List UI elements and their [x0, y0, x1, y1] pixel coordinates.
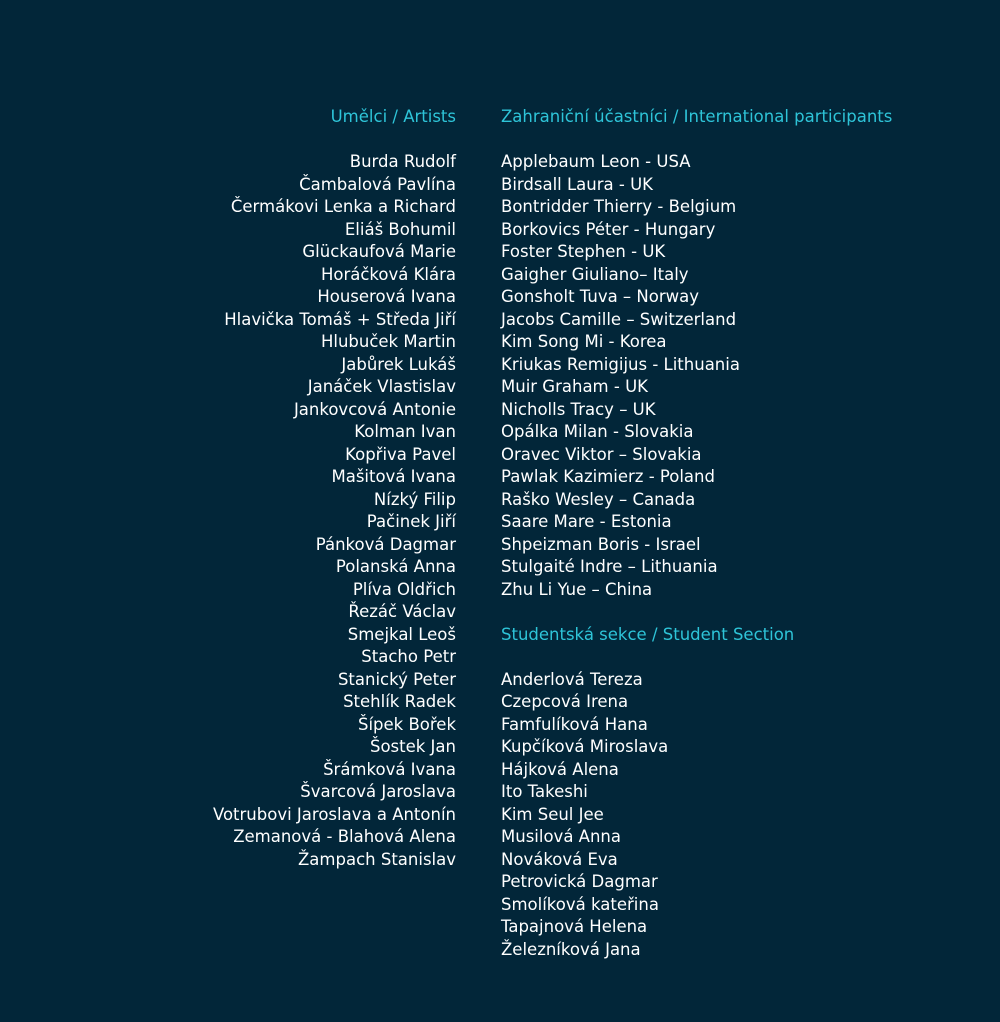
international-participant: Jacobs Camille – Switzerland — [501, 309, 737, 329]
international-participant: Shpeizman Boris - Israel — [501, 534, 701, 554]
artist-name: Horáčková Klára — [320, 264, 456, 284]
artist-name: Čambalová Pavlína — [299, 174, 456, 194]
international-participant: Gonsholt Tuva – Norway — [501, 287, 700, 306]
student-name: Ito Takeshi — [501, 782, 588, 801]
spacer — [501, 646, 892, 669]
artist-name: Žampach Stanislav — [298, 849, 456, 869]
student-name: Petrovická Dagmar — [501, 872, 658, 891]
artist-name: Hlavička Tomáš + Středa Jiří — [224, 309, 456, 329]
artist-name: Hlubuček Martin — [320, 332, 456, 351]
student-name: Musilová Anna — [501, 827, 621, 846]
artist-name: Řezáč Václav — [348, 602, 456, 621]
student-name: Tapajnová Helena — [501, 917, 648, 936]
artist-name: Šípek Bořek — [357, 714, 456, 734]
artist-name: Burda Rudolf — [349, 152, 456, 171]
spacer — [501, 129, 892, 152]
artist-name: Stacho Petr — [361, 647, 456, 666]
artist-name: Pačinek Jiří — [366, 512, 456, 531]
artists-list — [213, 151, 456, 871]
international-participant: Zhu Li Yue – China — [501, 579, 653, 599]
international-participant: Stulgaité Indre – Lithuania — [501, 557, 718, 576]
artist-name: Glückaufová Marie — [302, 242, 456, 261]
student-name: Smolíková kateřina — [501, 894, 659, 914]
international-participant: Pawlak Kazimierz - Poland — [501, 467, 715, 486]
student-name: Železníková Jana — [501, 939, 641, 959]
students-list — [501, 669, 892, 962]
artist-name: Pánková Dagmar — [315, 534, 456, 554]
international-participant: Nicholls Tracy – UK — [501, 399, 656, 419]
student-name: Hájková Alena — [501, 759, 619, 779]
international-heading: Zahraniční účastníci / International participants — [501, 107, 893, 126]
international-participant: Muir Graham - UK — [501, 377, 648, 396]
artist-name: Švarcová Jaroslava — [300, 782, 456, 801]
participants-column — [501, 106, 892, 961]
artist-name: Jankovcová Antonie — [293, 399, 456, 419]
international-participant: Applebaum Leon - USA — [501, 152, 691, 171]
international-participant: Kriukas Remigijus - Lithuania — [501, 354, 740, 374]
international-participant: Borkovics Péter - Hungary — [501, 219, 716, 239]
international-participant: Raško Wesley – Canada — [501, 489, 696, 509]
international-participant: Gaigher Giuliano– Italy — [501, 264, 689, 284]
artist-name: Smejkal Leoš — [347, 624, 456, 644]
artists-heading: Umělci / Artists — [330, 107, 456, 126]
artists-column — [213, 106, 456, 871]
student-name: Kim Seul Jee — [501, 804, 604, 824]
student-name: Anderlová Tereza — [501, 669, 643, 689]
artist-name: Eliáš Bohumil — [344, 219, 456, 239]
international-list — [501, 151, 892, 601]
international-participant: Opálka Milan - Slovakia — [501, 422, 694, 441]
international-participant: Oravec Viktor – Slovakia — [501, 444, 702, 464]
artist-name: Stehlík Radek — [343, 692, 456, 711]
artist-name: Stanický Peter — [337, 669, 456, 689]
spacer — [213, 129, 456, 152]
international-participant: Foster Stephen - UK — [501, 242, 666, 261]
international-participant: Bontridder Thierry - Belgium — [501, 197, 737, 216]
artist-name: Polanská Anna — [335, 557, 456, 576]
international-participant: Saare Mare - Estonia — [501, 512, 672, 531]
student-name: Nováková Eva — [501, 849, 618, 869]
student-name: Czepcová Irena — [501, 692, 629, 711]
international-participant: Birdsall Laura - UK — [501, 174, 653, 194]
artist-name: Kolman Ivan — [354, 422, 456, 441]
artist-name: Čermákovi Lenka a Richard — [230, 197, 456, 216]
artist-name: Zemanová - Blahová Alena — [233, 827, 456, 846]
artist-name: Janáček Vlastislav — [307, 377, 456, 396]
students-heading: Studentská sekce / Student Section — [501, 624, 795, 644]
artist-name: Nízký Filip — [373, 489, 456, 509]
artist-name: Plíva Oldřich — [352, 579, 456, 599]
student-name: Kupčíková Miroslava — [501, 737, 669, 756]
international-participant: Kim Song Mi - Korea — [501, 332, 667, 351]
artist-name: Mašitová Ivana — [331, 467, 456, 486]
spacer — [501, 601, 892, 624]
artist-name: Votrubovi Jaroslava a Antonín — [212, 804, 456, 824]
student-name: Famfulíková Hana — [501, 714, 648, 734]
artist-name: Jabůrek Lukáš — [341, 354, 456, 374]
artist-name: Šrámková Ivana — [323, 759, 456, 779]
artist-name: Houserová Ivana — [317, 287, 456, 306]
artist-name: Šostek Jan — [369, 737, 456, 756]
artist-name: Kopřiva Pavel — [345, 444, 456, 464]
